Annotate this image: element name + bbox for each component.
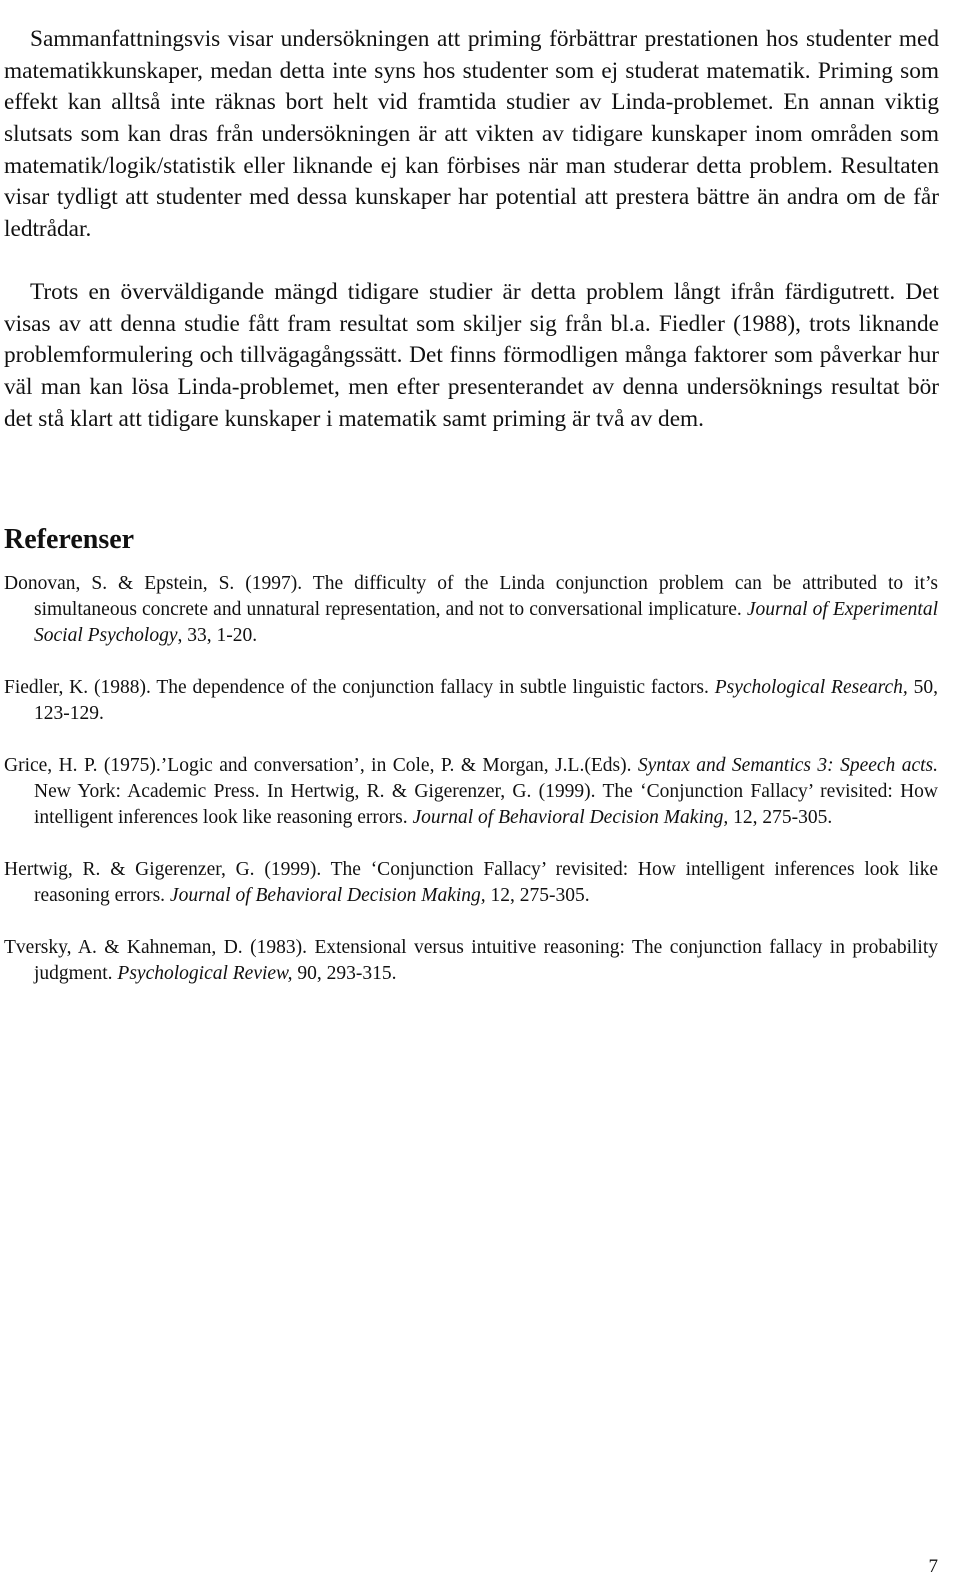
reference-source: Syntax and Semantics 3: Speech acts. — [637, 755, 938, 776]
conclusion-paragraph-1: Sammanfattningsvis visar undersökningen att priming förbättrar prestationen hos studenter med matematikkunskaper, medan detta inte syns hos studenter som ej studerat matematik. Priming som effekt kan alltså inte räknas bort helt vid framtida studier av Linda-problemet. En annan viktig slutsats som kan dras från undersökningen är att vikten av tidigare kunskaper inom områden som matematik/logik/statistik eller liknande ej kan förbises när man studerar detta problem. Resultaten visar tydligt att studenter med dessa kunskaper har potential att prestera bättre än andra om de får ledtrådar. — [4, 26, 939, 242]
reference-source: Journal of Behavioral Decision Making, — [169, 885, 486, 906]
reference-text: Grice, H. P. (1975).’Logic and conversation’, in Cole, P. & Morgan, J.L.(Eds). — [4, 755, 638, 776]
reference-item — [4, 857, 938, 909]
reference-text: Tversky, A. & Kahneman, D. (1983). Extensional versus intuitive reasoning: The conjunction fallacy in probability judgment. — [4, 937, 938, 984]
reference-item — [4, 935, 938, 987]
reference-source: Journal of Experimental Social Psychology — [34, 599, 938, 646]
reference-item — [4, 675, 938, 727]
page-number: 7 — [928, 1556, 938, 1577]
reference-text: New York: Academic Press. In Hertwig, R. & Gigerenzer, G. (1999). The ‘Conjunction Fallacy’ revisited: How intelligent inferences look like reasoning errors. — [34, 781, 938, 828]
reference-text: Fiedler, K. (1988). The dependence of the conjunction fallacy in subtle linguistic factors. — [4, 677, 715, 698]
reference-item — [4, 571, 938, 649]
reference-list — [4, 571, 938, 1013]
reference-text: 12, 275-305. — [485, 885, 590, 906]
reference-text: Donovan, S. & Epstein, S. (1997). The difficulty of the Linda conjunction problem can be attributed to it’s simultaneous concrete and unnatural representation, and not to conversational implicature. — [4, 573, 938, 620]
references-heading: Referenser — [4, 524, 135, 556]
reference-source: Psychological Review, — [117, 963, 293, 984]
reference-text: 90, 293-315. — [292, 963, 397, 984]
reference-text: , 33, 1-20. — [177, 625, 258, 646]
reference-text: Hertwig, R. & Gigerenzer, G. (1999). The ‘Conjunction Fallacy’ revisited: How intelligent inferences look like reasoning errors. — [4, 859, 938, 906]
reference-source: Psychological Research, — [714, 677, 908, 698]
conclusion-paragraph-2: Trots en överväldigande mängd tidigare studier är detta problem långt ifrån färdigutrett. Det visas av att denna studie fått fram resultat som skiljer sig från bl.a. Fiedler (1988), trots liknande problemformulering och tillvägagångssätt. Det finns förmodligen många faktorer som påverkar hur väl man kan lösa Linda-problemet, men efter presenterandet av denna undersöknings resultat bör det stå klart att tidigare kunskaper i matematik samt priming är två av dem. — [4, 279, 939, 432]
reference-text: 12, 275-305. — [728, 807, 833, 828]
reference-text: 50, 123-129. — [34, 677, 938, 724]
reference-item — [4, 753, 938, 831]
reference-source: Journal of Behavioral Decision Making, — [412, 807, 729, 828]
